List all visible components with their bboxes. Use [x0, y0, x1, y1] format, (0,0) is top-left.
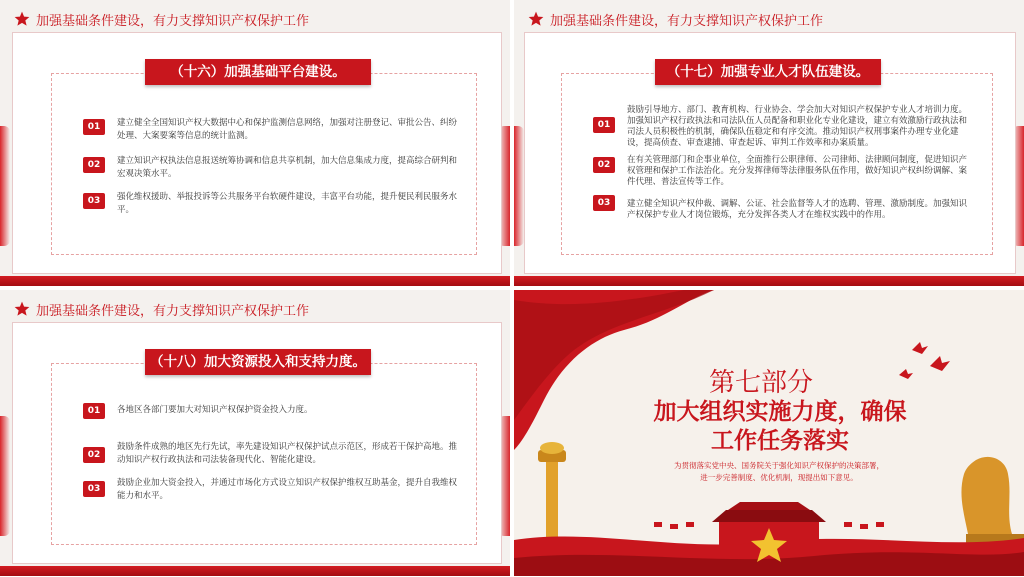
left-decoration: [0, 416, 10, 536]
star-icon: [14, 11, 30, 27]
left-decoration: [0, 126, 10, 246]
item-number: 03: [83, 481, 105, 497]
item-number: 01: [83, 119, 105, 135]
gate-roof-shape: [712, 510, 826, 522]
item-text: 鼓励条件成熟的地区先行先试，率先建设知识产权保护试点示范区，形成若干保护高地。推动知识产权行政执法和司法装备现代化、智能化建设。: [117, 442, 458, 465]
item-text: 在有关管理部门和企事业单位，全面推行公职律师、公司律师、法律顾问制度，促进知识产权管理和保护工作法治化。充分发挥律师等法律服务队伍作用，做好知识产权纠纷调解、案件代理、普法宣传等工作。: [627, 155, 968, 187]
bottom-ribbon: [514, 276, 1024, 286]
bird-icon: [912, 342, 928, 354]
item-text: 建立健全全国知识产权大数据中心和保护监测信息网络，加强对注册登记、审批公告、纠纷处理、大案要案等信息的统计监测。: [117, 118, 458, 141]
item-text: 各地区各部门要加大对知识产权保护资金投入力度。: [117, 405, 313, 415]
item-number: 03: [83, 193, 105, 209]
slide-header: [528, 10, 823, 29]
left-decoration: [514, 126, 524, 246]
bird-icon: [930, 356, 950, 371]
section-cover-slide[interactable]: [514, 290, 1024, 576]
section-title: [630, 398, 930, 456]
header-title: 加强基础条件建设，有力支撑知识产权保护工作: [36, 304, 310, 319]
slide-header: [14, 300, 309, 319]
header-title: 加强基础条件建设，有力支撑知识产权保护工作: [550, 14, 824, 29]
item-text: 强化维权援助、举报投诉等公共服务平台软硬件建设，丰富平台功能，提升便民利民服务水平。: [117, 192, 458, 215]
header-title: 加强基础条件建设，有力支撑知识产权保护工作: [36, 14, 310, 29]
section-pill: （十八）加大资源投入和支持力度。: [145, 349, 371, 375]
section-pill: （十七）加强专业人才队伍建设。: [655, 59, 881, 85]
item-text: 建立健全知识产权仲裁、调解、公证、社会监督等人才的选聘、管理、激励制度。加强知识产权保护专业人才岗位锻炼，充分发挥各类人才在维权实践中的作用。: [627, 199, 968, 220]
star-icon: [14, 301, 30, 317]
bottom-ribbon: [0, 566, 510, 576]
star-icon: [528, 11, 544, 27]
part-number: 第七部分: [709, 368, 814, 398]
section-subtitle: 为贯彻落实党中央、国务院关于强化知识产权保护的决策部署，进一步完善制度、优化机制，现提出如下意见。: [674, 461, 884, 482]
item-number: 02: [593, 157, 615, 173]
slide-17[interactable]: [514, 0, 1024, 286]
item-text: 鼓励引导地方、部门、教育机构、行业协会、学会加大对知识产权保护专业人才培训力度。加强知识产权行政执法和司法队伍人员配备和职业化专业化建设，建立有效激励行政执法和司法人员积极性的机制，确保队伍稳定和有序交流。推动知识产权刑事案件办理专业化建设，提高侦查、审查逮捕、审查起诉、审判工作效率和办案质量。: [627, 105, 968, 148]
section-pill: （十六）加强基础平台建设。: [145, 59, 371, 85]
section-title-line1: 加大组织实施力度，确保: [653, 399, 907, 425]
section-title-line2: 工作任务落实: [711, 428, 849, 454]
content-card: [12, 32, 502, 274]
content-card: [524, 32, 1016, 274]
item-number: 01: [593, 117, 615, 133]
slide-18[interactable]: [0, 290, 510, 576]
lion-statue-shape: [961, 457, 1012, 534]
content-card: [12, 322, 502, 564]
gate-upper-roof-shape: [728, 502, 810, 510]
slide-header: [14, 10, 309, 29]
item-text: 建立知识产权执法信息报送统筹协调和信息共享机制，加大信息集成力度，提高综合研判和宏观决策水平。: [117, 156, 458, 179]
item-number: 02: [83, 447, 105, 463]
bottom-ribbon: [0, 276, 510, 286]
item-number: 01: [83, 403, 105, 419]
item-text: 鼓励企业加大资金投入，并通过市场化方式设立知识产权保护维权互助基金，提升自我维权能力和水平。: [117, 478, 458, 501]
pillar-cap-shape: [540, 442, 564, 454]
bird-icon: [899, 369, 913, 379]
item-number: 03: [593, 195, 615, 211]
item-number: 02: [83, 157, 105, 173]
slide-16[interactable]: [0, 0, 510, 286]
